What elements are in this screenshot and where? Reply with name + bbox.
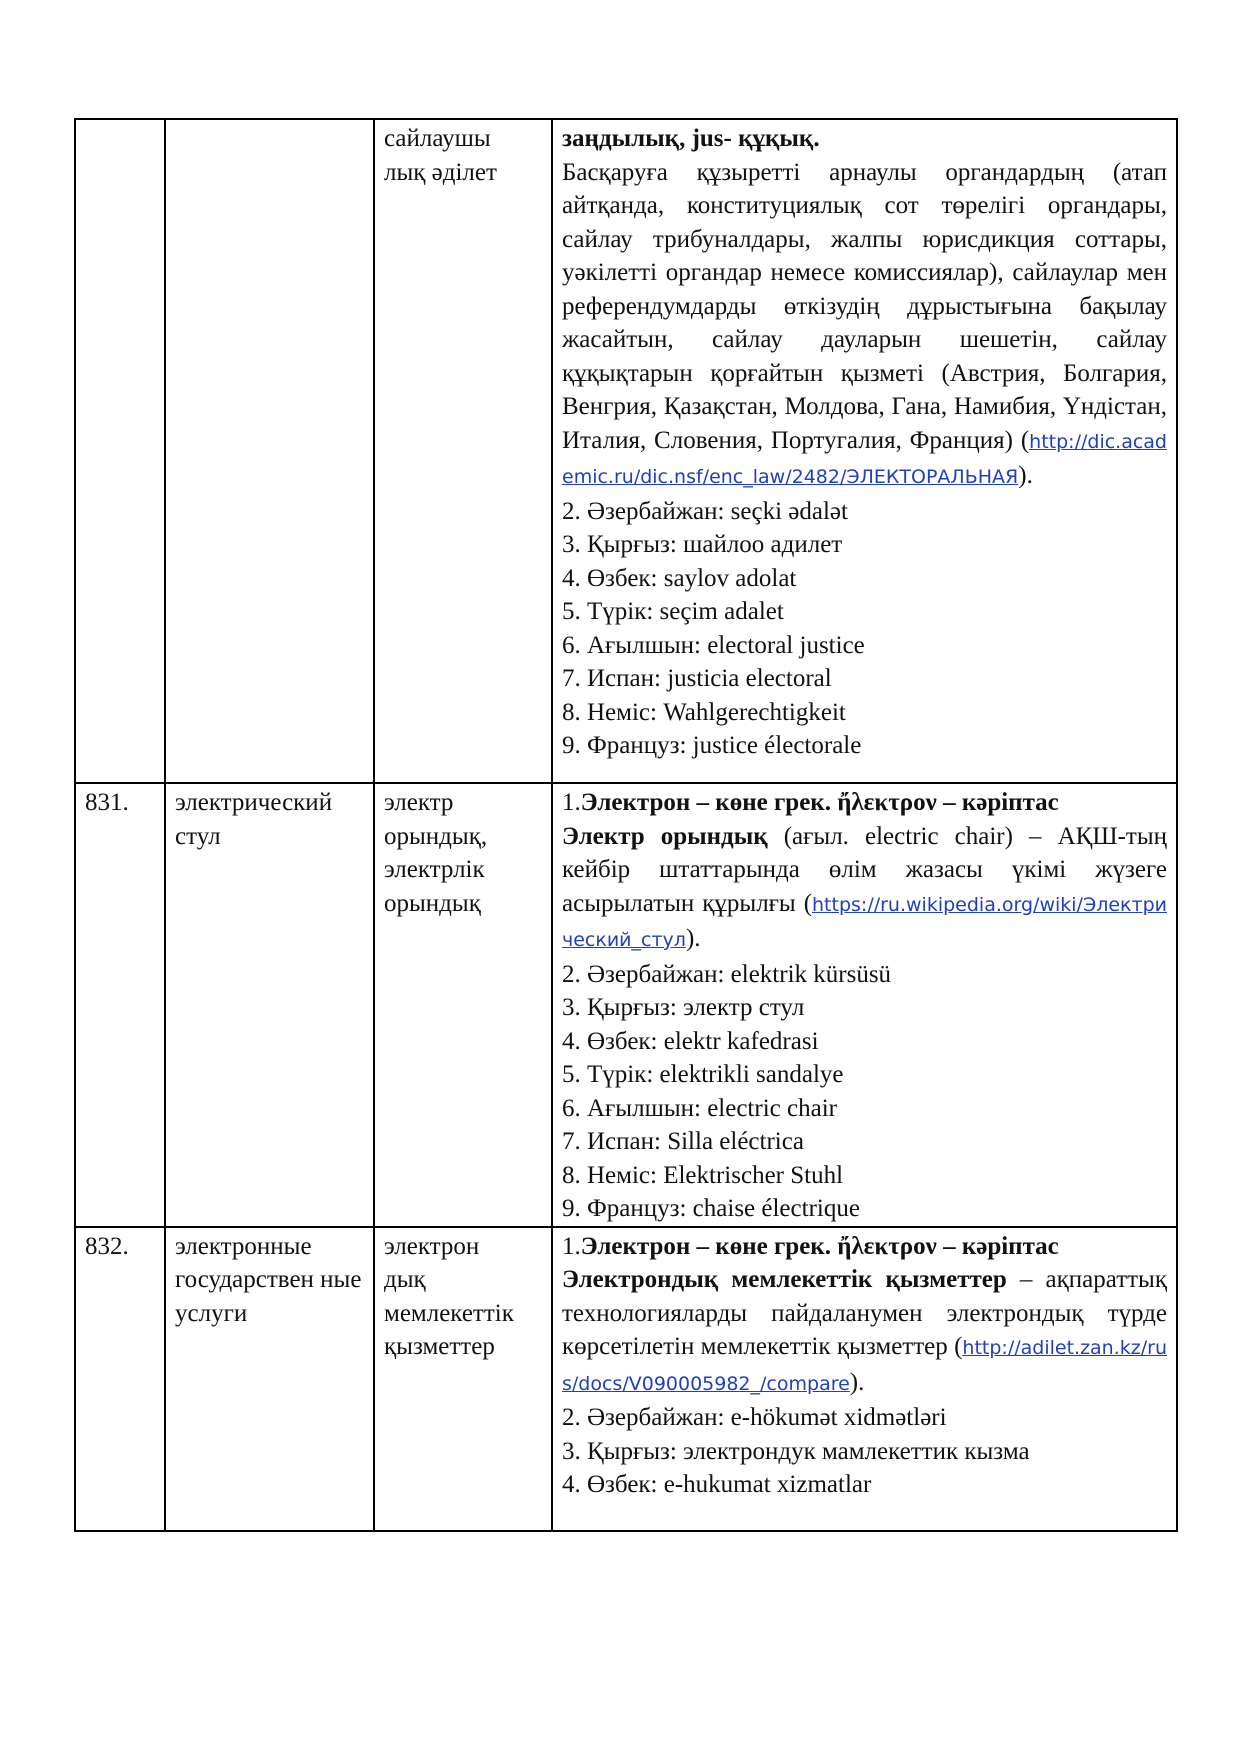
- kazakh-term: [374, 783, 552, 1227]
- etymology: заңдылық, jus- құқық.: [562, 125, 820, 152]
- source-link[interactable]: http://adilet.zan.kz/rus/docs/V090005982_/compare: [562, 1337, 1167, 1395]
- definition-cell: [552, 119, 1177, 783]
- translation-line: 6. Ағылшын: electric chair: [562, 1094, 837, 1122]
- etymology: [562, 1230, 1167, 1264]
- table-row: [75, 1227, 1177, 1531]
- kazakh-term-line: электрон: [384, 1232, 480, 1260]
- kazakh-term-line: орындық,: [384, 822, 488, 850]
- dictionary-table: [74, 118, 1178, 1532]
- translation-line: 9. Француз: chaise électrique: [562, 1195, 860, 1222]
- russian-term: [165, 119, 374, 783]
- kazakh-term-line: электр: [384, 789, 454, 816]
- kazakh-term-line: қызметтер: [384, 1333, 495, 1360]
- translation-line: 8. Неміс: Wahlgerechtigkeit: [562, 698, 846, 726]
- kazakh-term-line: дық: [384, 1266, 426, 1293]
- source-open: (: [803, 889, 813, 917]
- translation-line: 4. Өзбек: elektr kafedrasi: [562, 1027, 819, 1055]
- source-close: ).: [1018, 462, 1033, 489]
- definition-text: [562, 1263, 1167, 1401]
- source-link[interactable]: http://dic.academic.ru/dic.nsf/enc_law/2482/ЭЛЕКТОРАЛЬНАЯ: [562, 430, 1167, 488]
- translation-line: 2. Әзербайжан: elektrik kürsüsü: [562, 960, 892, 988]
- translation-line: 6. Ағылшын: electoral justice: [562, 631, 865, 659]
- etymology-text: Электрон – көне грек. ἤλεκτρον – кәріптас: [580, 1232, 1059, 1260]
- translation-line: 4. Өзбек: e-hukumat xizmatlar: [562, 1471, 872, 1498]
- translation-line: 4. Өзбек: saylov adolat: [562, 564, 797, 592]
- term-bold: Электр орындық: [562, 822, 768, 850]
- kazakh-term-line: лық әділет: [384, 158, 497, 186]
- etymology-number: 1.: [562, 1232, 581, 1260]
- entry-number: 831.: [75, 783, 165, 1227]
- etymology-text: Электрон – көне грек. ἤλεκτρον – кәріптас: [580, 789, 1059, 816]
- kazakh-term-line: электрлік: [384, 856, 485, 883]
- translation-line: 2. Әзербайжан: seçki ədalət: [562, 497, 848, 525]
- table-row: [75, 119, 1177, 783]
- kazakh-term-line: мемлекеттік: [384, 1299, 514, 1327]
- definition-body: – ақпараттық технологияларды пайдаланумен электрондық түрде көрсетілетін мемлекеттік қызметтер: [562, 1266, 1167, 1360]
- definition-cell: [552, 783, 1177, 1227]
- translation-line: 2. Әзербайжан: e-hökumət xidmətləri: [562, 1404, 947, 1431]
- translation-line: 3. Қырғыз: электр стул: [562, 994, 805, 1021]
- table-row: [75, 783, 1177, 1227]
- kazakh-term-line: орындық: [384, 889, 481, 917]
- definition-body: Басқаруға құзыретті арнаулы органдардың (атап айтқанда, конституциялық сот төрелігі органдары, сайлау трибуналдары, жалпы юрисдикция соттары, уәкілетті органдар немесе комиссиялар), сайлаулар мен референдумдарды өткізудің дұрыстығына бақылау жасайтын, сайлау дауларын шешетін, сайлау құқықтарын қорғайтын қызметі (Австрия, Болгария, Венгрия, Қазақстан, Молдова, Гана, Намибия, Үндістан, Италия, Словения, Португалия, Франция): [562, 158, 1167, 454]
- russian-term: электронные государствен ные услуги: [165, 1227, 374, 1531]
- kazakh-term: [374, 119, 552, 783]
- kazakh-term-line: сайлаушы: [384, 125, 491, 152]
- definition-text: [562, 820, 1167, 958]
- etymology-number: 1.: [562, 789, 581, 816]
- kazakh-term: [374, 1227, 552, 1531]
- translation-line: 8. Неміс: Elektrischer Stuhl: [562, 1161, 844, 1189]
- definition-cell: [552, 1227, 1177, 1531]
- russian-term: электрический стул: [165, 783, 374, 1227]
- source-close: ).: [685, 925, 701, 952]
- translation-line: 7. Испан: justicia electoral: [562, 665, 832, 692]
- translation-line: 5. Түрік: elektrikli sandalye: [562, 1061, 844, 1088]
- translation-line: 9. Француз: justice électorale: [562, 732, 862, 759]
- etymology: [562, 786, 1167, 820]
- source-close: ).: [849, 1368, 865, 1396]
- entry-number: 832.: [75, 1227, 165, 1531]
- definition-text: [562, 156, 1167, 495]
- definition-body: (ағыл. electric chair) – АҚШ-тың кейбір штаттарында өлім жазасы үкімі жүзеге асырылатын құрылғы: [562, 822, 1167, 917]
- translation-line: 3. Қырғыз: электрондук мамлекеттик кызма: [562, 1437, 1030, 1465]
- translation-line: 5. Түрік: seçim adalet: [562, 598, 784, 625]
- source-open: (: [954, 1333, 963, 1360]
- translation-line: 3. Қырғыз: шайлоо адилет: [562, 531, 843, 558]
- source-open: (: [1020, 426, 1030, 454]
- source-link[interactable]: https://ru.wikipedia.org/wiki/Электрический_стул: [562, 893, 1168, 951]
- translation-line: 7. Испан: Silla eléctrica: [562, 1128, 804, 1155]
- term-bold: Электрондық мемлекеттік қызметтер: [562, 1266, 1007, 1293]
- entry-number: [75, 119, 165, 783]
